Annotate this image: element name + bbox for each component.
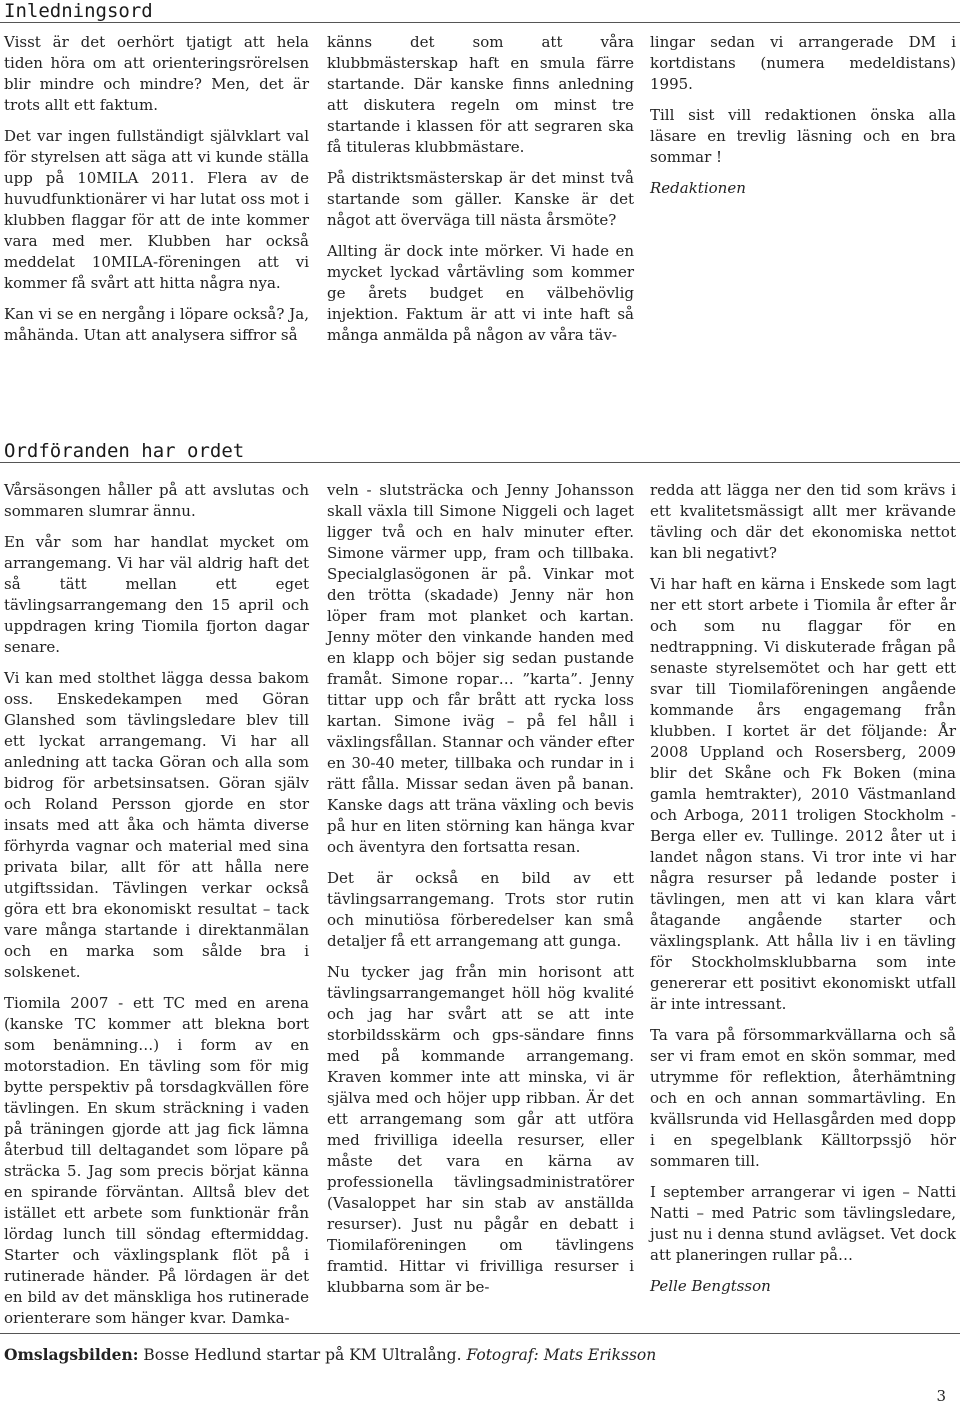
chair-heading: Ordföranden har ordet [4,440,245,462]
intro-heading: Inledningsord [4,0,153,22]
cover-caption-label: Omslagsbilden: [4,1345,139,1364]
intro-heading-rule [0,22,960,23]
chair-heading-rule [0,462,960,463]
paragraph: Det är också en bild av ett tävlingsarrangemang. Trots stor rutin och minutiösa förberedelser kan små detaljer få ett arrangemang att gunga. [327,869,634,950]
paragraph: En vår som har handlat mycket om arrangemang. Vi har väl aldrig haft det så tätt mellan ett eget tävlingsarrangemang den 15 april och uppdragen kring Tiomila fjorton dagar senare. [4,533,309,656]
chair-signature: Pelle Bengtsson [650,1277,771,1295]
page-number: 3 [936,1387,946,1405]
paragraph: lingar sedan vi arrangerade DM i kortdistans (numera medeldistans) 1995. [650,33,956,93]
paragraph: Det var ingen fullständigt självklart val för styrelsen att säga att vi kunde ställa upp på 10MILA 2011. Flera av de huvudfunktionärer vi har lutat oss mot i klubben flaggar för att de inte kommer vara med mer. Klubben har också meddelat 10MILA-föreningen att vi kommer få svårt att hitta några nya. [4,127,309,292]
paragraph: Kan vi se en nergång i löpare också? Ja, måhända. Utan att analysera siffror så [4,305,309,344]
paragraph: Allting är dock inte mörker. Vi hade en mycket lyckad vårtävling som kommer ge årets budget en välbehövlig injektion. Faktum är att vi inte haft så många anmälda på någon av våra täv- [327,242,634,344]
paragraph: Visst är det oerhört tjatigt att hela tiden höra om att orienteringsrörelsen blir mindre och mindre? Men, det är trots allt ett faktum. [4,33,309,114]
paragraph: I september arrangerar vi igen – Natti Natti – med Patric som tävlingsledare, just nu i denna stund avlägset. Vet dock att planeringen rullar på… [650,1183,956,1264]
chair-column-1 [4,480,309,1339]
paragraph: Ta vara på försommarkvällarna och så ser vi fram emot en skön sommar, med utrymme för reflektion, återhämtning och en och annan sommartävling. En kvällsrunda vid Hellasgården med dopp i en spegelblank Källtorpssjö hör sommaren till. [650,1026,956,1170]
cover-caption-credit: Fotograf: Mats Eriksson [466,1346,657,1364]
intro-column-2 [327,32,634,356]
chair-column-3 [650,480,956,1307]
footer-rule [0,1333,960,1334]
paragraph: Vi kan med stolthet lägga dessa bakom oss. Enskedekampen med Göran Glanshed som tävlingsledare blev till ett lyckat arrangemang. Vi har all anledning att tacka Göran och alla som bidrog för arbetsinsatsen. Göran själv och Roland Persson gjorde en stor insats med att åka och hämta diverse förhyrda vagnar och material med sina privata bilar, allt för att hålla nere utgiftssidan. Tävlingen verkar också göra ett bra ekonomiskt resultat – tack vare många startande i direktanmälan och en marka som sålde bra i solskenet. [4,669,309,981]
chair-column-2 [327,480,634,1308]
paragraph: känns det som att våra klubbmästerskap haft en smula färre startande. Där kanske finns anledning att diskutera regeln om minst tre startande i klassen för att segraren ska få tituleras klubbmästare. [327,33,634,156]
cover-caption [4,1345,656,1365]
intro-signature: Redaktionen [650,179,746,197]
cover-caption-text: Bosse Hedlund startar på KM Ultralång. [138,1346,467,1364]
intro-column-3 [650,32,956,209]
paragraph: Vårsäsongen håller på att avslutas och sommaren slumrar ännu. [4,481,309,520]
paragraph: På distriktsmästerskap är det minst två startande som gäller. Kanske är det något att överväga till nästa årsmöte? [327,169,634,229]
paragraph: Tiomila 2007 - ett TC med en arena (kanske TC kommer att blekna bort som benämning…) i form av en motorstadion. En tävling som för mig bytte perspektiv på torsdagkvällen före tävlingen. En skum sträckning i vaden på träningen gjorde att jag fick lämna återbud till deltagandet som löpare på sträcka 5. Jag som precis börjat känna en spirande förväntan. Alltså blev det istället ett arbete som funktionär från lördag lunch till söndag eftermiddag. Starter och växlingsplank flöt på i rutinerade händer. På lördagen är det en bild av det mänskliga hos rutinerade orienterare som hänger kvar. Damka- [4,994,309,1327]
intro-column-1 [4,32,309,356]
paragraph: Vi har haft en kärna i Enskede som lagt ner ett stort arbete i Tiomila år efter år och som nu flaggar för en nedtrappning. Vi diskuterade frågan på senaste styrelsemötet och har gett ett svar till Tiomilaföreningen angående kommande års engagemang från klubben. I kortet är det följande: År 2008 Uppland och Rosersberg, 2009 blir det Skåne och Fk Boken (mina gamla hemtrakter), 2010 Västmanland och Arboga, 2011 troligen Stockholm - Berga eller ev. Tullinge. 2012 åter ut i landet någon stans. Vi tror inte vi har några resurser på ledande poster i tävlingen, men att vi kan klara vårt åtagande angående starter och växlingsplank. Att hålla liv i en tävling för Stockholmsklubbarna som inte genererar ett positivt ekonomiskt utfall är inte intressant. [650,575,956,1013]
paragraph: Nu tycker jag från min horisont att tävlingsarrangemanget höll hög kvalité och jag har svårt att se att inte storbildsskärm och gps-sändare finns med på kommande arrangemang. Kraven kommer inte att minska, vi är själva med och höjer upp ribban. Är det ett arrangemang som går att utföra med frivilliga ideella resurser, eller måste det vara en kärna av professionella tävlingsadministratörer (Vasaloppet har sin stab av anställda resurser). Just nu pågår en debatt i Tiomilaföreningen om tävlingens framtid. Hittar vi frivilliga resurser i klubbarna som är be- [327,963,634,1296]
paragraph: Till sist vill redaktionen önska alla läsare en trevlig läsning och en bra sommar ! [650,106,956,166]
paragraph: redda att lägga ner den tid som krävs i ett kvalitetsmässigt allt mer krävande tävling och där det ekonomiska nettot kan bli negativt? [650,481,956,562]
paragraph: veln - slutsträcka och Jenny Johansson skall växla till Simone Niggeli och laget ligger två och en halv minuter efter. Simone värmer upp, fram och tillbaka. Specialglasögonen är på. Vinkar mot den trötta (skadade) Jenny när hon löper fram mot planket och kartan. Jenny möter den vinkande handen med en klapp och böjer sig sedan pustande framåt. Simone ropar… ”karta”. Jenny tittar upp och får brått att rycka loss kartan. Simone iväg – på fel håll i växlingsfållan. Stannar och vänder efter en 30-40 meter, tillbaka och rundar in i rätt fålla. Missar sedan även på banan. Kanske dags att träna växling och bevis på hur en liten störning kan hänga kvar och äventyra den fortsatta resan. [327,481,634,856]
